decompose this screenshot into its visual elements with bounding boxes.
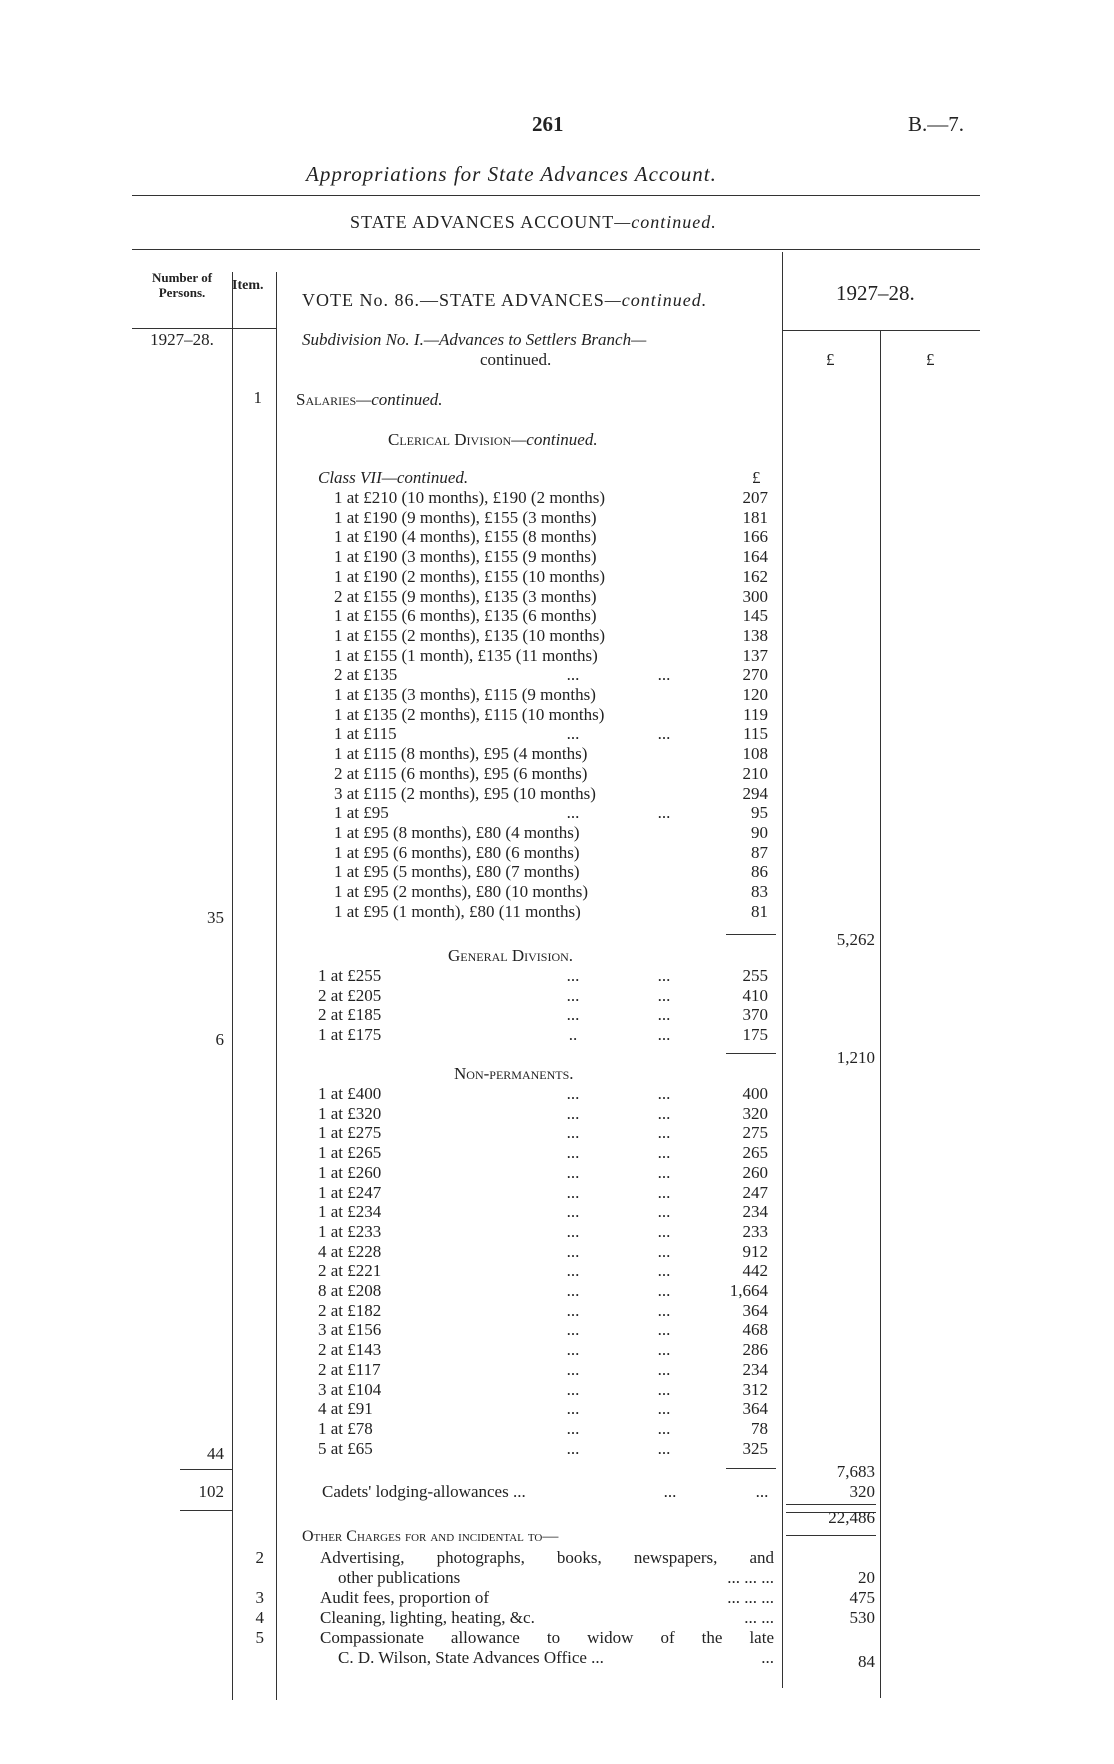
- other-charge-desc-cont: C. D. Wilson, State Advances Office ...: [338, 1648, 604, 1667]
- other-charge-amount: 84: [858, 1652, 875, 1671]
- clerical-desc: 1 at £95: [334, 803, 389, 823]
- persons-header-rule: [132, 328, 232, 329]
- persons-grand-total: 102: [198, 1482, 224, 1501]
- general-desc: 1 at £255: [318, 966, 382, 985]
- cadets-amount: 320: [849, 1482, 875, 1501]
- page-number: 261: [532, 112, 564, 136]
- nonperm-row: [0, 1163, 1114, 1183]
- clerical-amount: 166: [742, 527, 768, 547]
- vote-title: VOTE No. 86.—STATE ADVANCES: [302, 290, 605, 310]
- clerical-amount: 81: [751, 901, 768, 921]
- nonperm-row: [0, 1340, 1114, 1360]
- grand-total-top-rule: [786, 1504, 876, 1505]
- nonperm-row: [0, 1399, 1114, 1419]
- leader-dots: ...: [657, 1182, 671, 1202]
- other-charge-item-number: 5: [255, 1628, 264, 1647]
- leader-dots: ...: [566, 1182, 580, 1202]
- leader-dots: ...: [657, 1202, 671, 1222]
- clerical-row: [0, 705, 1114, 725]
- leader-dots: ...: [657, 665, 671, 685]
- leader-dots: ...: [566, 1103, 580, 1123]
- leader-dots: ..: [568, 1025, 578, 1045]
- clerical-desc: 1 at £155 (2 months), £135 (10 months): [334, 625, 606, 645]
- clerical-subtotal-rule: [726, 934, 776, 935]
- nonperm-desc: 1 at £265: [318, 1143, 382, 1163]
- nonperm-amount: 265: [742, 1143, 768, 1163]
- grand-total: 22,486: [828, 1508, 875, 1527]
- nonperm-amount: 364: [742, 1300, 768, 1320]
- header-vote: [302, 290, 707, 311]
- nonperm-desc: 4 at £228: [318, 1241, 382, 1261]
- clerical-row: [0, 587, 1114, 607]
- nonperm-total: 7,683: [836, 1462, 875, 1481]
- nonperm-persons: 44: [207, 1444, 224, 1463]
- nonperm-amount: 234: [742, 1202, 768, 1222]
- clerical-row: [0, 547, 1114, 567]
- clerical-amount: 87: [751, 842, 768, 862]
- leader-dots: ...: [566, 1438, 580, 1458]
- cadets-row: [0, 1482, 1114, 1502]
- nonperm-amount: 275: [742, 1123, 768, 1143]
- leader-dots: ...: [566, 1143, 580, 1163]
- clerical-desc: 1 at £95 (2 months), £80 (10 months): [334, 882, 589, 901]
- other-charge-desc: Cleaning, lighting, heating, &c.: [320, 1608, 535, 1627]
- leader-dots: ...: [566, 665, 580, 685]
- clerical-row: [0, 685, 1114, 705]
- nonperm-desc: 1 at £400: [318, 1084, 382, 1103]
- clerical-row: [0, 744, 1114, 764]
- other-charge-desc-cont: other publications: [338, 1568, 461, 1587]
- nonperm-amount: 312: [742, 1379, 768, 1399]
- document-reference: B.—7.: [908, 112, 965, 136]
- clerical-row: [0, 862, 1114, 882]
- nonperm-row: [0, 1084, 1114, 1104]
- clerical-amount: 210: [742, 763, 768, 783]
- general-subtotal-rule: [726, 1053, 776, 1054]
- clerical-row: [0, 764, 1114, 784]
- leader-dots: ...: [566, 1359, 580, 1379]
- clerical-persons: 35: [207, 908, 224, 927]
- leader-dots: ... ... ...: [727, 1568, 774, 1587]
- subdivision-line1: Subdivision No. I.—Advances to Settlers Branch—: [302, 330, 647, 349]
- clerical-amount: 162: [742, 566, 768, 586]
- leader-dots: ...: [566, 1300, 580, 1320]
- leader-dots: ...: [566, 1162, 580, 1182]
- leader-dots: ...: [657, 1221, 671, 1241]
- salaries-heading: [296, 390, 443, 410]
- leader-dots: ...: [657, 1162, 671, 1182]
- nonperm-desc: 2 at £117: [318, 1359, 381, 1379]
- persons-total-rule: [180, 1510, 232, 1511]
- nonperm-row: [0, 1202, 1114, 1222]
- title-rule: [132, 195, 980, 196]
- general-persons: 6: [215, 1030, 224, 1049]
- other-charge-desc: Advertising, photographs, books, newspapers, and: [320, 1548, 774, 1567]
- salaries-item-number: 1: [253, 388, 262, 407]
- clerical-desc: 1 at £95 (6 months), £80 (6 months): [334, 842, 580, 862]
- clerical-amount: 137: [742, 645, 768, 665]
- nonperm-amount: 400: [742, 1084, 768, 1103]
- leader-dots: ...: [657, 1103, 671, 1123]
- leader-dots: ...: [657, 1300, 671, 1320]
- leader-dots: ...: [657, 1241, 671, 1261]
- salaries-cont: —continued.: [356, 390, 443, 409]
- clerical-amount: 207: [742, 488, 768, 507]
- other-charge-amount: 475: [849, 1588, 875, 1607]
- clerical-row: [0, 626, 1114, 646]
- nonperm-amount: 286: [742, 1340, 768, 1360]
- pound-header-col1: £: [826, 350, 835, 369]
- clerical-desc: 1 at £95 (5 months), £80 (7 months): [334, 862, 580, 882]
- cadets-desc: Cadets' lodging-allowances ...: [322, 1482, 526, 1501]
- clerical-amount: 270: [742, 665, 768, 685]
- page-title: Appropriations for State Advances Account.: [306, 162, 717, 186]
- nonperm-desc: 5 at £65: [318, 1438, 373, 1458]
- general-total: 1,210: [836, 1048, 875, 1067]
- nonperm-desc: 2 at £182: [318, 1300, 382, 1320]
- table-top-rule: [132, 249, 980, 250]
- other-charges-heading: Other Charges for and incidental to—: [302, 1528, 559, 1545]
- leader-dots: ...: [566, 1418, 580, 1438]
- nonperm-amount: 442: [742, 1261, 768, 1281]
- year-header-rule: [782, 330, 980, 331]
- clerical-amount: 83: [751, 882, 768, 901]
- clerical-amount: 119: [743, 704, 768, 724]
- vote-title-cont: —continued.: [604, 290, 708, 310]
- nonperm-amount: 912: [742, 1241, 768, 1261]
- other-charge-item-number: 3: [255, 1588, 264, 1607]
- nonperm-desc: 8 at £208: [318, 1281, 382, 1300]
- clerical-row: [0, 823, 1114, 843]
- persons-subtotal-rule: [180, 1469, 232, 1470]
- nonperm-row: [0, 1380, 1114, 1400]
- nonperm-amount: 364: [742, 1399, 768, 1419]
- clerical-desc: 2 at £135: [334, 665, 398, 685]
- leader-dots: ... ... ...: [727, 1588, 774, 1607]
- leader-dots: ...: [657, 985, 671, 1005]
- other-charge-amount: 20: [858, 1568, 875, 1587]
- general-amount: 175: [742, 1025, 768, 1045]
- pound-header-col2: £: [926, 350, 935, 369]
- nonperm-row: [0, 1360, 1114, 1380]
- general-desc: 2 at £205: [318, 985, 382, 1005]
- other-charge-desc: Audit fees, proportion of: [320, 1588, 490, 1607]
- leader-dots: ...: [566, 1241, 580, 1261]
- nonperm-amount: 78: [751, 1418, 768, 1438]
- clerical-row: [0, 665, 1114, 685]
- leader-dots: ...: [566, 1320, 580, 1340]
- clerical-desc: 1 at £155 (1 month), £135 (11 months): [334, 645, 598, 665]
- clerical-amount: 90: [751, 822, 768, 842]
- leader-dots: ...: [657, 1143, 671, 1163]
- clerical-desc: 1 at £190 (3 months), £155 (9 months): [334, 547, 597, 567]
- leader-dots: ...: [657, 1281, 671, 1300]
- leader-dots: ...: [657, 1340, 671, 1360]
- clerical-cont: —continued.: [511, 430, 598, 449]
- leader-dots: ...: [566, 1005, 580, 1025]
- clerical-desc: 1 at £135 (3 months), £115 (9 months): [334, 685, 596, 704]
- nonperm-desc: 2 at £143: [318, 1340, 382, 1360]
- nonperm-amount: 468: [742, 1320, 768, 1340]
- nonperm-desc: 1 at £275: [318, 1123, 382, 1143]
- leader-dots: ...: [657, 1418, 671, 1438]
- nonperm-amount: 1,664: [729, 1281, 768, 1300]
- clerical-desc: 1 at £135 (2 months), £115 (10 months): [334, 704, 605, 724]
- clerical-row: [0, 843, 1114, 863]
- leader-dots: ...: [566, 1084, 580, 1103]
- nonperm-subtotal-rule: [726, 1468, 776, 1469]
- clerical-desc: 1 at £95 (8 months), £80 (4 months): [334, 822, 580, 842]
- leader-dots: ...: [566, 1261, 580, 1281]
- nonperm-row: [0, 1419, 1114, 1439]
- clerical-heading: [388, 430, 598, 450]
- leader-dots: ...: [566, 1281, 580, 1300]
- leader-dots: ...: [566, 1202, 580, 1222]
- nonperm-row: [0, 1242, 1114, 1262]
- leader-dots: ...: [663, 1482, 677, 1501]
- clerical-desc: 1 at £115: [334, 724, 397, 744]
- nonperm-amount: 260: [742, 1162, 768, 1182]
- clerical-amount: 181: [742, 507, 768, 527]
- section-title-main: STATE ADVANCES ACCOUNT: [350, 212, 615, 232]
- leader-dots: ...: [657, 1005, 671, 1025]
- other-charge-item-number: 2: [255, 1548, 264, 1567]
- nonperm-amount: 247: [742, 1182, 768, 1202]
- other-charge-amount: 530: [849, 1608, 875, 1627]
- clerical-desc: 1 at £190 (9 months), £155 (3 months): [334, 507, 597, 527]
- other-charge-desc: Compassionate allowance to widow of the late: [320, 1628, 774, 1647]
- header-year: 1927–28.: [836, 281, 915, 305]
- nonperm-desc: 3 at £156: [318, 1320, 382, 1340]
- leader-dots: ...: [566, 1221, 580, 1241]
- leader-dots: ...: [657, 1084, 671, 1103]
- leader-dots: ...: [657, 1438, 671, 1458]
- general-amount: 255: [742, 966, 768, 985]
- nonperm-amount: 325: [742, 1438, 768, 1458]
- general-row: [0, 986, 1114, 1006]
- nonperm-desc: 1 at £260: [318, 1162, 382, 1182]
- leader-dots: ...: [755, 1482, 769, 1501]
- clerical-amount: 300: [742, 586, 768, 606]
- clerical-desc: 3 at £115 (2 months), £95 (10 months): [334, 783, 596, 803]
- clerical-row: [0, 646, 1114, 666]
- clerical-row: [0, 784, 1114, 804]
- nonperm-row: [0, 1143, 1114, 1163]
- clerical-row: [0, 724, 1114, 744]
- nonperm-desc: 2 at £221: [318, 1261, 382, 1281]
- clerical-row: [0, 508, 1114, 528]
- clerical-amount: 95: [751, 803, 768, 823]
- clerical-total: 5,262: [836, 930, 875, 949]
- nonperm-heading: Non-permanents.: [454, 1064, 574, 1083]
- leader-dots: ...: [657, 724, 671, 744]
- leader-dots: ...: [566, 803, 580, 823]
- clerical-row: [0, 882, 1114, 902]
- clerical-amount: 145: [742, 606, 768, 626]
- clerical-desc: 1 at £210 (10 months), £190 (2 months): [334, 488, 606, 507]
- leader-dots: ...: [657, 1025, 671, 1045]
- nonperm-row: [0, 1261, 1114, 1281]
- general-desc: 2 at £185: [318, 1005, 382, 1025]
- nonperm-amount: 233: [742, 1221, 768, 1241]
- nonperm-desc: 1 at £233: [318, 1221, 382, 1241]
- clerical-row: [0, 527, 1114, 547]
- clerical-row: [0, 606, 1114, 626]
- nonperm-desc: 1 at £78: [318, 1418, 373, 1438]
- clerical-amount: 120: [742, 685, 768, 704]
- leader-dots: ...: [566, 985, 580, 1005]
- other-charge-item-number: 4: [255, 1608, 264, 1627]
- leader-dots: ...: [657, 1399, 671, 1419]
- clerical-row: [0, 803, 1114, 823]
- clerical-desc: 1 at £190 (2 months), £155 (10 months): [334, 566, 606, 586]
- clerical-desc: 1 at £155 (6 months), £135 (6 months): [334, 606, 597, 626]
- nonperm-desc: 1 at £247: [318, 1182, 382, 1202]
- nonperm-row: [0, 1104, 1114, 1124]
- leader-dots: ...: [566, 1340, 580, 1360]
- general-desc: 1 at £175: [318, 1025, 382, 1045]
- leader-dots: ...: [657, 1123, 671, 1143]
- clerical-desc: 1 at £115 (8 months), £95 (4 months): [334, 744, 588, 764]
- clerical-amount: 294: [742, 783, 768, 803]
- leader-dots: ...: [566, 724, 580, 744]
- nonperm-amount: 234: [742, 1359, 768, 1379]
- class-pound-sign: £: [752, 468, 761, 487]
- clerical-desc: 1 at £95 (1 month), £80 (11 months): [334, 901, 581, 921]
- general-heading: General Division.: [448, 946, 574, 965]
- nonperm-row: [0, 1281, 1114, 1301]
- clerical-amount: 86: [751, 862, 768, 882]
- general-amount: 370: [742, 1005, 768, 1025]
- leader-dots: ...: [657, 1359, 671, 1379]
- clerical-desc: 1 at £190 (4 months), £155 (8 months): [334, 527, 597, 547]
- clerical-amount: 115: [743, 724, 768, 744]
- general-row: [0, 1005, 1114, 1025]
- header-number-of-persons: Number of Persons.: [151, 270, 213, 300]
- leader-dots: ...: [657, 1320, 671, 1340]
- class-label: Class VII: [318, 468, 382, 487]
- leader-dots: ...: [566, 966, 580, 985]
- nonperm-row: [0, 1301, 1114, 1321]
- nonperm-desc: 1 at £320: [318, 1103, 382, 1123]
- subdivision-line2: continued.: [480, 350, 552, 369]
- clerical-amount: 164: [742, 547, 768, 567]
- leader-dots: ...: [566, 1123, 580, 1143]
- class-cont: —continued.: [381, 468, 469, 487]
- nonperm-desc: 3 at £104: [318, 1379, 382, 1399]
- clerical-amount: 108: [742, 744, 768, 764]
- leader-dots: ...: [566, 1399, 580, 1419]
- section-title-cont: —continued.: [614, 212, 717, 232]
- general-amount: 410: [742, 985, 768, 1005]
- class-vii-heading: [318, 468, 468, 488]
- section-title: [350, 212, 717, 233]
- clerical-row: [0, 567, 1114, 587]
- clerical-label: Clerical Division: [388, 430, 512, 449]
- leader-dots: ...: [657, 966, 671, 985]
- nonperm-desc: 1 at £234: [318, 1202, 382, 1222]
- general-row: [0, 966, 1114, 986]
- leader-dots: ...: [657, 1379, 671, 1399]
- nonperm-row: [0, 1320, 1114, 1340]
- leader-dots: ...: [761, 1648, 774, 1667]
- nonperm-amount: 320: [742, 1103, 768, 1123]
- nonperm-desc: 4 at £91: [318, 1399, 373, 1419]
- salaries-label: Salaries: [296, 390, 357, 409]
- header-item: Item.: [232, 278, 264, 293]
- nonperm-row: [0, 1183, 1114, 1203]
- leader-dots: ...: [657, 803, 671, 823]
- persons-year: 1927–28.: [150, 330, 214, 349]
- clerical-amount: 138: [742, 625, 768, 645]
- clerical-row: [0, 488, 1114, 508]
- leader-dots: ... ...: [744, 1608, 774, 1627]
- leader-dots: ...: [657, 1261, 671, 1281]
- leader-dots: ...: [566, 1379, 580, 1399]
- clerical-desc: 2 at £115 (6 months), £95 (6 months): [334, 763, 588, 783]
- clerical-desc: 2 at £155 (9 months), £135 (3 months): [334, 586, 597, 606]
- nonperm-row: [0, 1123, 1114, 1143]
- nonperm-row: [0, 1222, 1114, 1242]
- grand-total-bottom-rule: [786, 1535, 876, 1536]
- item-header-rule: [232, 328, 276, 329]
